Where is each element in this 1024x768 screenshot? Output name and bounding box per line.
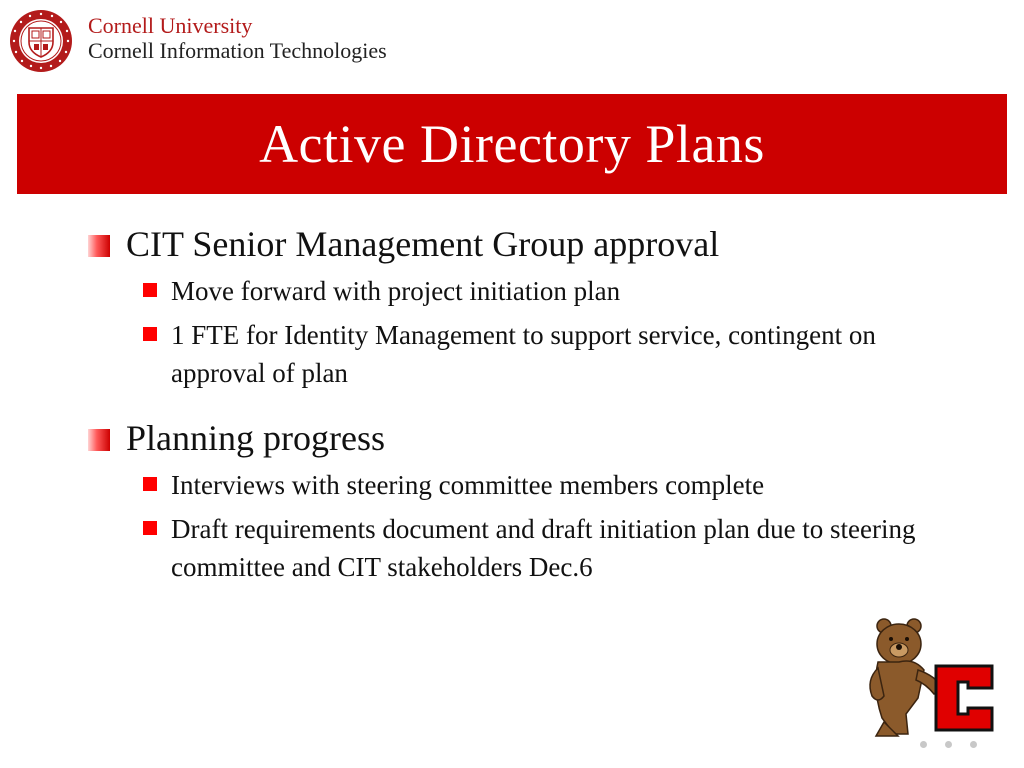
slide-title: Active Directory Plans [259, 114, 765, 174]
square-bullet-icon [143, 283, 157, 297]
bullet-level2 [88, 510, 918, 586]
title-bar [17, 94, 1007, 194]
square-bullet-icon [88, 235, 110, 257]
dot [970, 741, 977, 748]
bullet-text: Move forward with project initiation plan [171, 276, 621, 306]
dot [920, 741, 927, 748]
sub-bullet-list [88, 272, 918, 392]
bullet-level2 [88, 316, 918, 392]
dot [945, 741, 952, 748]
square-bullet-icon [143, 521, 157, 535]
square-bullet-icon [143, 477, 157, 491]
bullet-text: Draft requirements document and draft initiation plan due to steering committee and CIT stakeholders Dec.6 [171, 514, 916, 582]
university-name: Cornell University [88, 13, 253, 38]
org-names [88, 14, 387, 63]
bullet-text: Interviews with steering committee members complete [171, 470, 765, 500]
bullet-level1 [88, 222, 918, 266]
department-name: Cornell Information Technologies [88, 37, 387, 63]
bullet-content [88, 222, 918, 596]
bullet-text: CIT Senior Management Group approval [126, 224, 720, 264]
slide-dots [920, 741, 977, 748]
square-bullet-icon [88, 429, 110, 451]
sub-bullet-list [88, 466, 918, 586]
cornell-seal-icon [8, 8, 74, 74]
square-bullet-icon [143, 327, 157, 341]
bullet-level2 [88, 466, 918, 504]
bullet-text: Planning progress [126, 418, 385, 458]
bear-mascot-icon [864, 618, 996, 738]
bullet-text: 1 FTE for Identity Management to support service, contingent on approval of plan [171, 320, 876, 388]
bullet-level1 [88, 416, 918, 460]
bullet-level2 [88, 272, 918, 310]
